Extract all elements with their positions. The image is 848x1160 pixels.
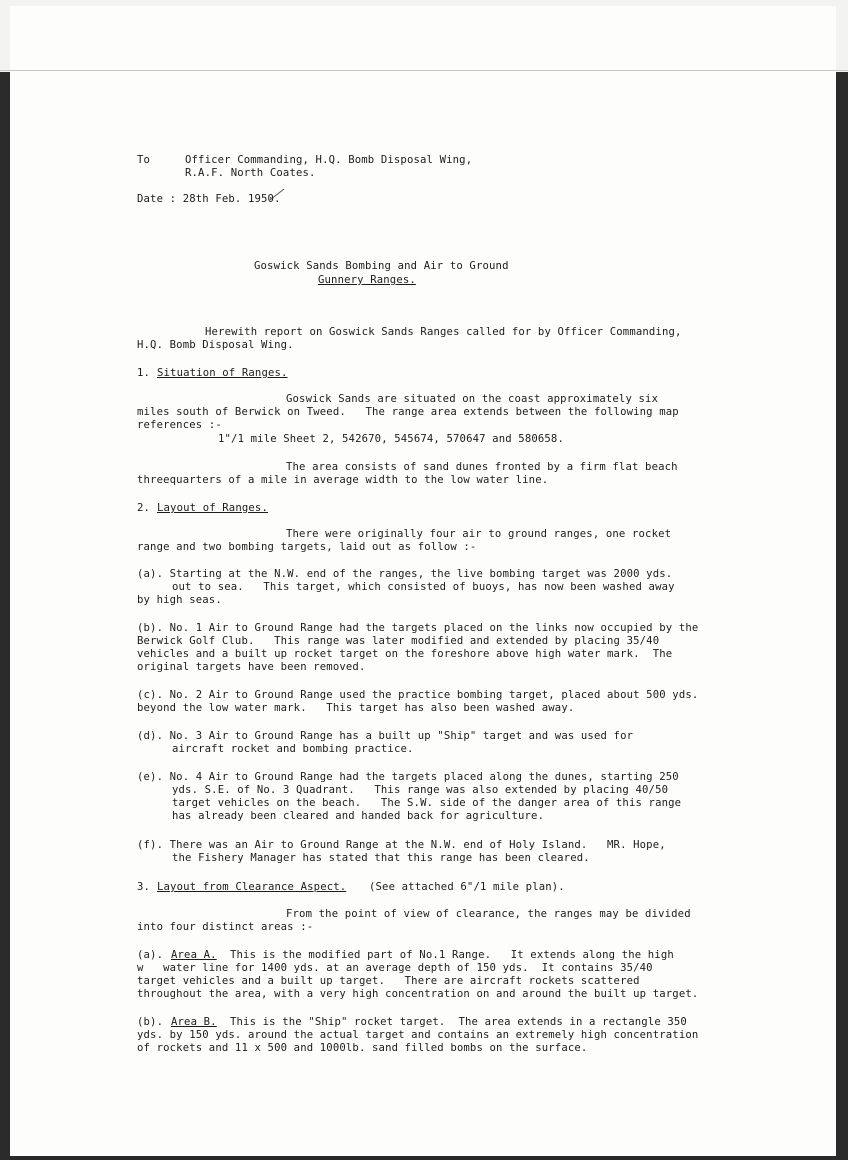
area-b-line-3: of rockets and 11 x 500 and 1000lb. sand filled bombs on the surface.: [137, 1042, 588, 1054]
sheet-overlap-line: [0, 70, 848, 71]
item-2c-line-2: beyond the low water mark. This target has also been washed away.: [137, 702, 575, 714]
item-2d-line-2: aircraft rocket and bombing practice.: [172, 743, 414, 755]
document-date: Date : 28th Feb. 1950.: [137, 193, 281, 205]
section-3-plan-note: (See attached 6"/1 mile plan).: [369, 881, 565, 893]
section-2-number: 2.: [137, 502, 151, 514]
section-3-p-line-1: From the point of view of clearance, the ranges may be divided: [286, 908, 691, 920]
area-a-line-2: w water line for 1400 yds. at an average depth of 150 yds. It contains 35/40: [137, 962, 653, 974]
section-2-p-line-2: range and two bombing targets, laid out as follow :-: [137, 541, 477, 553]
area-a-prefix: (a).: [137, 949, 164, 961]
intro-line-1: Herewith report on Goswick Sands Ranges called for by Officer Commanding,: [205, 326, 682, 338]
document-title-line-1: Goswick Sands Bombing and Air to Ground: [254, 260, 509, 272]
item-2d-line-1: (d). No. 3 Air to Ground Range has a built up "Ship" target and was used for: [137, 730, 634, 742]
area-a-line-3: target vehicles and a built up target. There are aircraft rockets scattered: [137, 975, 640, 987]
section-1-p2-line-1: The area consists of sand dunes fronted by a firm flat beach: [286, 461, 678, 473]
section-3-number: 3.: [137, 881, 151, 893]
item-2a-line-1: (a). Starting at the N.W. end of the ranges, the live bombing target was 2000 yds.: [137, 568, 673, 580]
section-2-heading: Layout of Ranges.: [157, 502, 268, 514]
item-2f-line-2: the Fishery Manager has stated that this range has been cleared.: [172, 852, 590, 864]
document-title-line-2: Gunnery Ranges.: [318, 274, 416, 286]
item-2b-line-1: (b). No. 1 Air to Ground Range had the targets placed on the links now occupied by the: [137, 622, 699, 634]
item-2b-line-4: original targets have been removed.: [137, 661, 366, 673]
item-2b-line-2: Berwick Golf Club. This range was later modified and extended by placing 35/40: [137, 635, 660, 647]
item-2e-line-4: has already been cleared and handed back for agriculture.: [172, 810, 545, 822]
item-2e-line-2: yds. S.E. of No. 3 Quadrant. This range was also extended by placing 40/50: [172, 784, 669, 796]
area-b-prefix: (b).: [137, 1016, 164, 1028]
section-1-heading: Situation of Ranges.: [157, 367, 288, 379]
item-2e-line-3: target vehicles on the beach. The S.W. side of the danger area of this range: [172, 797, 682, 809]
area-b-label: Area B.: [171, 1016, 217, 1028]
section-1-p1-line-1: Goswick Sands are situated on the coast approximately six: [286, 393, 659, 405]
section-1-p2-line-2: threequarters of a mile in average width to the low water line.: [137, 474, 549, 486]
area-a-label: Area A.: [171, 949, 217, 961]
recipient-line-2: R.A.F. North Coates.: [185, 167, 316, 179]
section-3-heading: Layout from Clearance Aspect.: [157, 881, 347, 893]
section-3-p-line-2: into four distinct areas :-: [137, 921, 314, 933]
intro-line-2: H.Q. Bomb Disposal Wing.: [137, 339, 294, 351]
item-2f-line-1: (f). There was an Air to Ground Range at the N.W. end of Holy Island. MR. Hope,: [137, 839, 666, 851]
map-references: 1"/1 mile Sheet 2, 542670, 545674, 570647 and 580658.: [218, 433, 564, 445]
item-2a-line-3: by high seas.: [137, 594, 222, 606]
to-label: To: [137, 154, 151, 166]
item-2c-line-1: (c). No. 2 Air to Ground Range used the practice bombing target, placed about 500 yds.: [137, 689, 699, 701]
item-2a-line-2: out to sea. This target, which consisted of buoys, has now been washed away: [172, 581, 675, 593]
area-a-line-1: This is the modified part of No.1 Range. It extends along the high: [230, 949, 674, 961]
item-2b-line-3: vehicles and a built up rocket target on the foreshore above high water mark. The: [137, 648, 673, 660]
item-2e-line-1: (e). No. 4 Air to Ground Range had the targets placed along the dunes, starting 250: [137, 771, 679, 783]
section-1-number: 1.: [137, 367, 151, 379]
recipient-line-1: Officer Commanding, H.Q. Bomb Disposal Wing,: [185, 154, 473, 166]
section-1-p1-line-3: references :-: [137, 419, 222, 431]
section-1-p1-line-2: miles south of Berwick on Tweed. The range area extends between the following map: [137, 406, 679, 418]
area-b-line-1: This is the "Ship" rocket target. The area extends in a rectangle 350: [230, 1016, 687, 1028]
section-2-p-line-1: There were originally four air to ground ranges, one rocket: [286, 528, 672, 540]
area-b-line-2: yds. by 150 yds. around the actual target and contains an extremely high concentration: [137, 1029, 699, 1041]
area-a-line-4: throughout the area, with a very high concentration on and around the built up target.: [137, 988, 699, 1000]
